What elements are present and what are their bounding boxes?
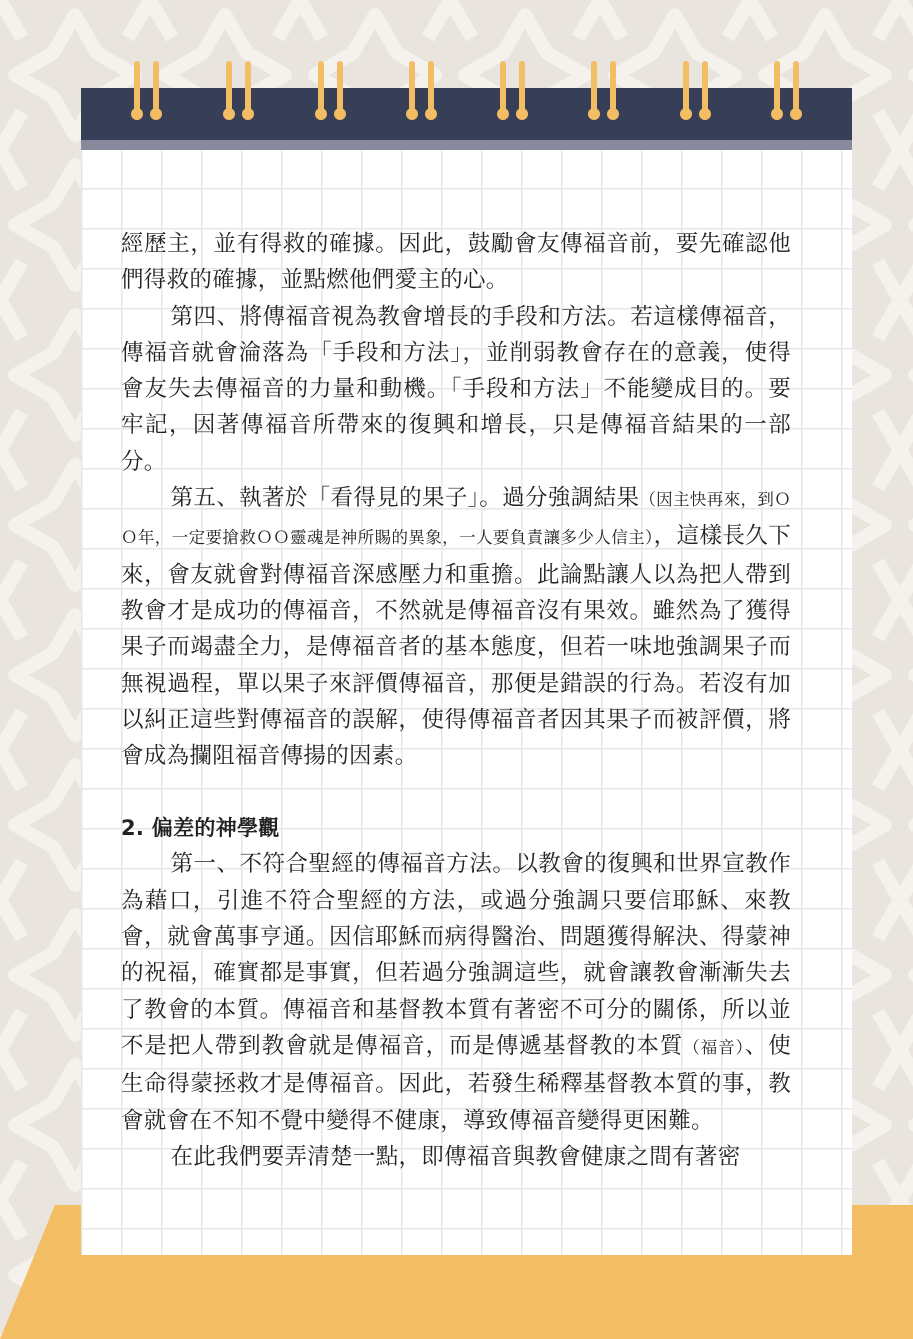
section-spacer <box>121 774 791 810</box>
paragraph-5: 在此我們要弄清楚一點，即傳福音與教會健康之間有著密 <box>170 1143 741 1170</box>
paragraph-3-aside: （因主快再來，到ＯＯ年，一定要搶救ＯＯ靈魂是神所賜的異象，一人要負責讓多少人信主） <box>121 490 791 548</box>
binder-ring-icon <box>497 64 528 120</box>
paragraph-4-text-a: 第一、不符合聖經的傳福音方法。以教會的復興和世界宣教作為藉口，引進不符合聖經的方法，或過分強調只要信耶穌、來教會，就會萬事亨通。因信耶穌而病得醫治、問題獲得解決、得蒙神的祝福，確實都是事實，但若過分強調這些，就會讓教會漸漸失去了教會的本質。傳福音和基督教本質有著密不可分的關係，所以並不是把人帶到教會就是傳福音，而是傳遞基督教的本質 <box>121 851 791 1059</box>
binder-ring-icon <box>315 64 346 120</box>
notepad-header-strip <box>81 140 852 150</box>
paragraph-2: 第四、將傳福音視為教會增長的手段和方法。若這樣傳福音，傳福音就會淪落為「手段和方法」，並削弱教會存在的意義，使得會友失去傳福音的力量和動機。「手段和方法」不能變成目的。要牢記，因著傳福音所帶來的復興和增長，只是傳福音結果的一部分。 <box>121 303 791 475</box>
binder-ring-icon <box>406 64 437 120</box>
paragraph-3-text-b: ，這樣長久下來，會友就會對傳福音深感壓力和重擔。此論點讓人以為把人帶到教會才是成功的傳福音，不然就是傳福音沒有果效。雖然為了獲得果子而竭盡全力，是傳福音者的基本態度，但若一味地強調果子而無視過程，單以果子來評價傳福音，那便是錯誤的行為。若沒有加以糾正這些對傳福音的誤解，使得傳福音者因其果子而被評價，將會成為攔阻福音傳揚的因素。 <box>121 523 791 770</box>
binder-ring-icon <box>223 64 254 120</box>
article-body <box>121 226 791 1175</box>
paragraph-4-text-b: 、使生命得蒙拯救才是傳福音。因此，若發生稀釋基督教本質的事，教會就會在不知不覺中變得不健康，導致傳福音變得更困難。 <box>121 1032 791 1134</box>
paragraph-4-aside: （福音） <box>683 1037 745 1057</box>
paragraph-3-text-a: 第五、執著於「看得見的果子」。過分強調結果 <box>170 485 640 512</box>
binder-ring-icon <box>588 64 619 120</box>
paragraph-1: 經歷主，並有得救的確據。因此，鼓勵會友傳福音前，要先確認他們得救的確據，並點燃他們愛主的心。 <box>121 231 791 294</box>
binder-rings <box>0 0 913 130</box>
binder-ring-icon <box>771 64 802 120</box>
paragraph-3 <box>121 480 791 774</box>
section-heading: 2. 偏差的神學觀 <box>121 816 280 841</box>
binder-ring-icon <box>131 64 162 120</box>
paragraph-4 <box>121 846 791 1138</box>
binder-ring-icon <box>680 64 711 120</box>
